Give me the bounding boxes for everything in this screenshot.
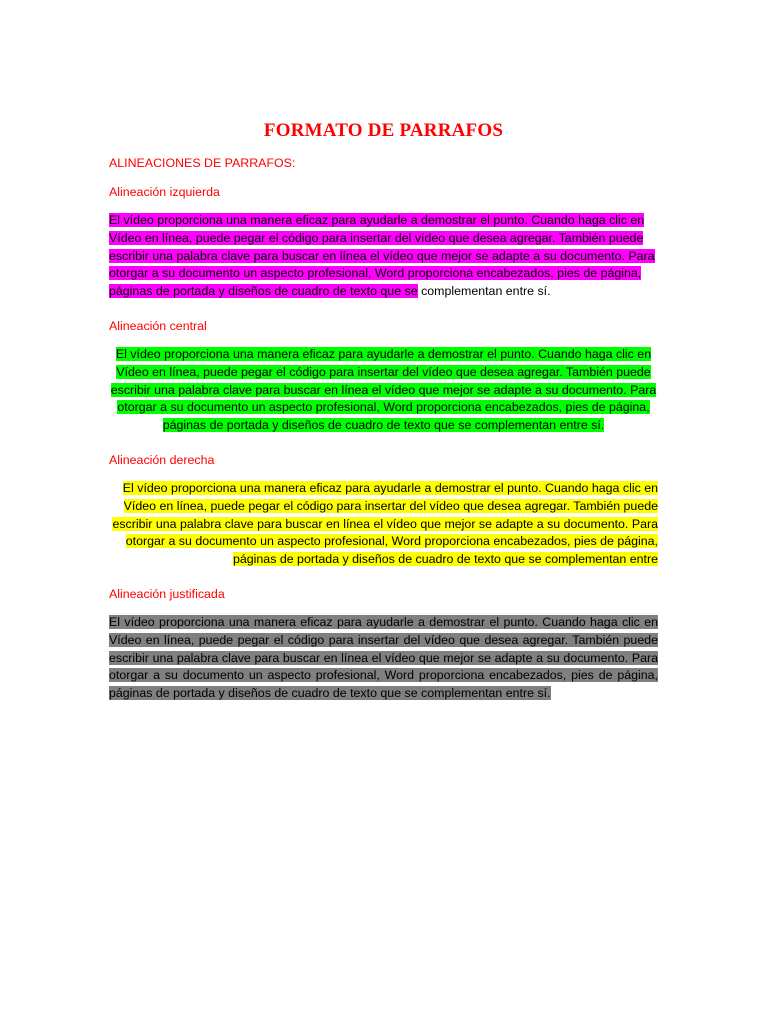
justified-paragraph xyxy=(109,614,658,703)
justified-heading: Alineación justificada xyxy=(109,586,225,601)
document-page xyxy=(109,118,658,719)
right-align-heading: Alineación derecha xyxy=(109,452,215,467)
yellow-highlight: El vídeo proporciona una manera eficaz para ayudarle a demostrar el punto. Cuando haga clic en Vídeo en línea, puede pegar el código para insertar del vídeo que desea agregar. También puede escribir una palabra clave para buscar en línea el vídeo que mejor se adapte a su documento. Para otorgar a su documento un aspecto profesional, Word proporciona encabezados, pies de página, páginas de portada y diseños de cuadro de texto que se complementan entre xyxy=(112,480,658,567)
magenta-highlight: El vídeo proporciona una manera eficaz para ayudarle a demostrar el punto. Cuando haga clic en Vídeo en línea, puede pegar el código para insertar del vídeo que desea agregar. También puede escribir una palabra clave para buscar en línea el vídeo que mejor se adapte a su documento. Para otorgar a su documento un aspecto profesional, Word proporciona encabezados, pies de página, páginas de portada y diseños de cuadro de texto que se xyxy=(109,213,655,299)
document-title: FORMATO DE PARRAFOS xyxy=(263,120,504,141)
gray-highlight: El vídeo proporciona una manera eficaz para ayudarle a demostrar el punto. Cuando haga clic en Vídeo en línea, puede pegar el código para insertar del vídeo que desea agregar. También puede escribir una palabra clave para buscar en línea el vídeo que mejor se adapte a su documento. Para otorgar a su documento un aspecto profesional, Word proporciona encabezados, pies de página, páginas de portada y diseños de cuadro de texto que se complementan entre sí. xyxy=(109,614,658,701)
unhighlighted-text: complementan entre sí. xyxy=(417,284,551,299)
section-heading: ALINEACIONES DE PARRAFOS: xyxy=(109,156,296,170)
left-aligned-paragraph xyxy=(109,212,658,301)
right-aligned-paragraph xyxy=(109,480,658,569)
center-align-heading: Alineación central xyxy=(109,318,207,333)
left-align-heading: Alineación izquierda xyxy=(109,185,220,199)
green-highlight: El vídeo proporciona una manera eficaz para ayudarle a demostrar el punto. Cuando haga clic en Vídeo en línea, puede pegar el código para insertar del vídeo que desea agregar. También puede escribir una palabra clave para buscar en línea el vídeo que mejor se adapte a su documento. Para otorgar a su documento un aspecto profesional, Word proporciona encabezados, pies de página, páginas de portada y diseños de cuadro de texto que se complementan entre sí. xyxy=(110,346,657,433)
center-aligned-paragraph xyxy=(109,346,658,435)
